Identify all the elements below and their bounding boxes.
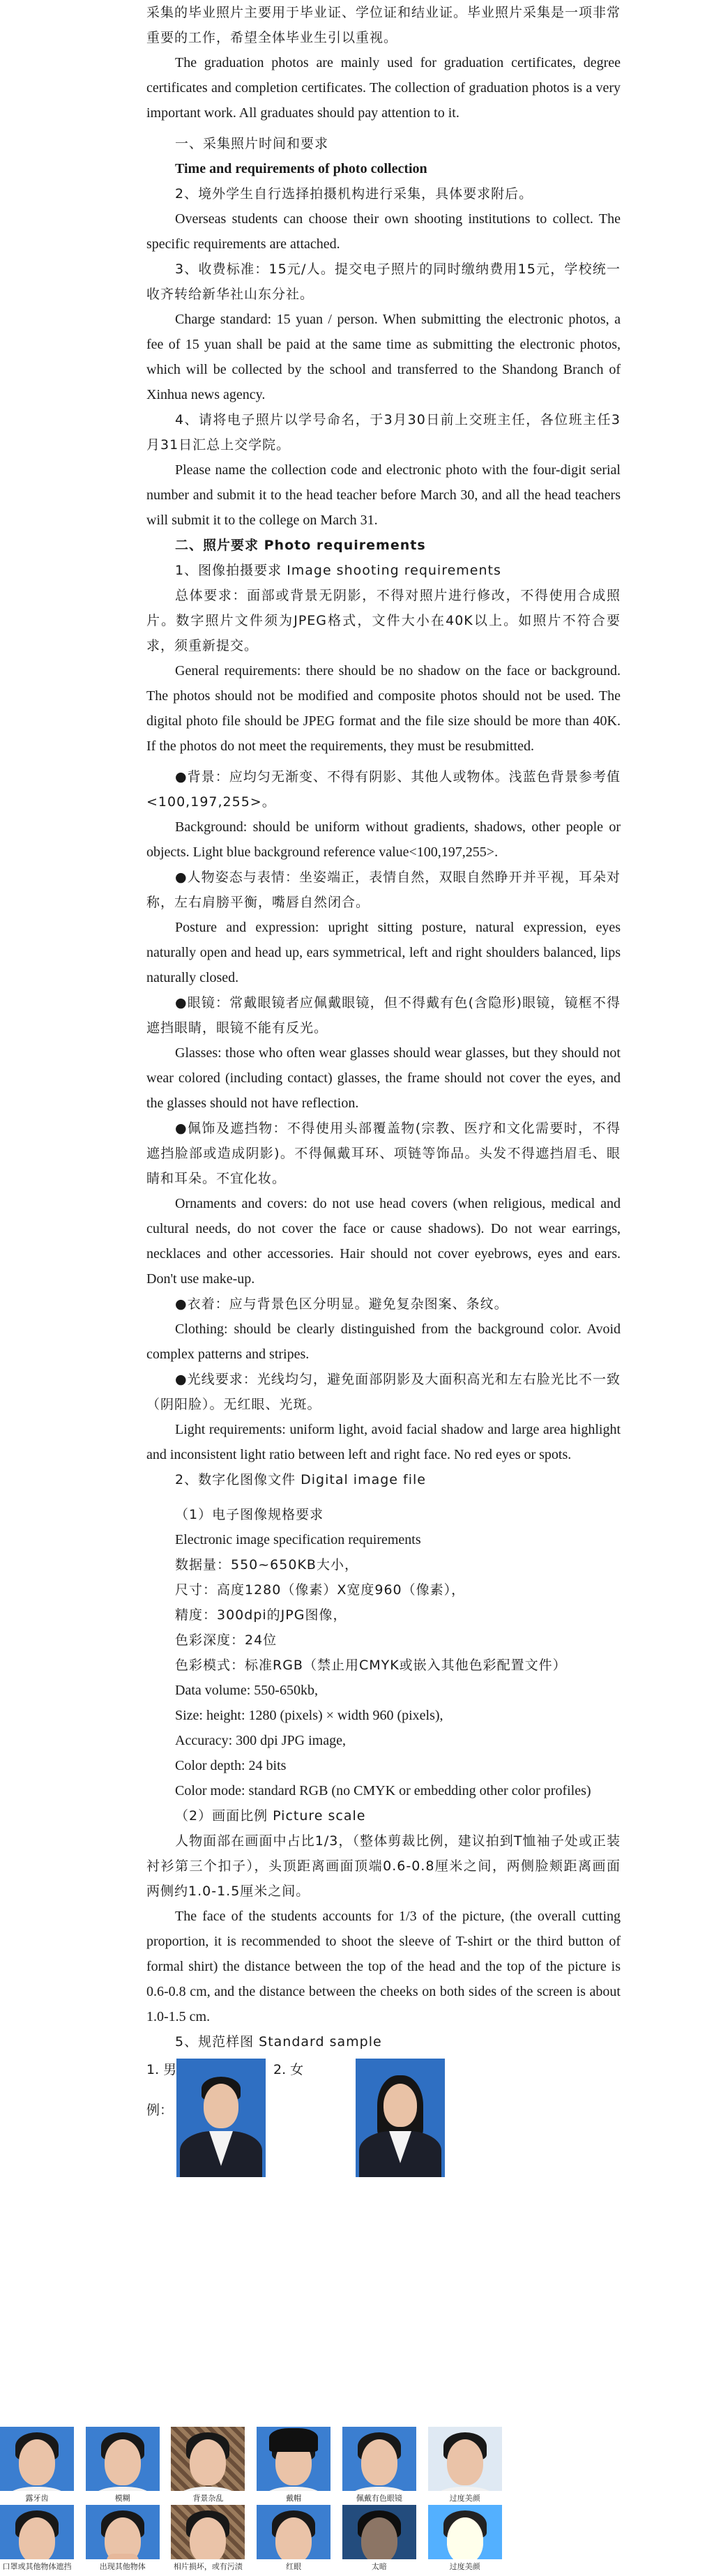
paragraph: Charge standard: 15 yuan / person. When submitting the electronic photos, a fee of 15 yuan shall be paid at the same time as submitting the electronic photos, which will be collected by the school and transferred to the Shandong Branch of Xinhua news agency.: [146, 312, 621, 402]
sample-grid-photo: [86, 2427, 160, 2491]
sample-grid-photo: [171, 2505, 245, 2559]
paragraph: Ornaments and covers: do not use head covers (when religious, medical and cultural needs, do not cover the face or cause shadows). Do not wear earrings, necklaces and other accessories. Hair should not cover eyebrows, eyes and ears. Don't use make-up.: [146, 1196, 621, 1287]
sample-grid-caption: 过度美颜: [449, 2494, 480, 2503]
paragraph: Size: height: 1280 (pixels) × width 960 (pixels),: [175, 1708, 443, 1723]
paragraph: ●光线要求：光线均匀，避免面部阴影及大面积高光和左右脸光比不一致（阴阳脸）。无红眼、光斑。: [146, 1372, 621, 1412]
paragraph: 色彩模式：标准RGB（禁止用CMYK或嵌入其他色彩配置文件）: [175, 1658, 567, 1673]
female-sample-label: 2. 女: [273, 2062, 304, 2077]
paragraph: 一、采集照片时间和要求: [175, 136, 329, 151]
paragraph: 3、收费标准：15元/人。提交电子照片的同时缴纳费用15元，学校统一收齐转给新华社山东分社。: [146, 262, 621, 302]
sample-grid-photo: [0, 2427, 74, 2491]
sample-grid-caption: 出现其他物体: [99, 2562, 146, 2571]
paragraph: Electronic image specification requirements: [175, 1532, 421, 1547]
male-sample-label-2: 例：: [146, 2103, 174, 2118]
paragraph: Glasses: those who often wear glasses should wear glasses, but they should not wear colored (including contact) glasses, the frame should not cover the eyes, and the glasses should not have reflection.: [146, 1045, 621, 1111]
paragraph: Color depth: 24 bits: [175, 1758, 287, 1773]
paragraph: 尺寸：高度1280（像素）X宽度960（像素），: [175, 1582, 466, 1598]
paragraph: 4、请将电子照片以学号命名，于3月30日前上交班主任，各位班主任3月31日汇总上交学院。: [146, 412, 621, 453]
paragraph: 色彩深度：24位: [175, 1632, 278, 1648]
sample-grid-photo: [342, 2427, 416, 2491]
paragraph: ●人物姿态与表情：坐姿端正，表情自然，双眼自然睁开并平视，耳朵对称，左右肩膀平衡，嘴唇自然闭合。: [146, 870, 621, 910]
sample-grid-photo: [257, 2427, 331, 2491]
sample-section: [146, 2057, 621, 2183]
paragraph: 二、照片要求 Photo requirements: [175, 538, 426, 553]
sample-grid-caption: 口罩或其他物体遮挡: [2, 2562, 72, 2571]
sample-grid-photo: [428, 2427, 502, 2491]
paragraph: Data volume: 550-650kb,: [175, 1683, 318, 1698]
nonstandard-sample-grid: [0, 2427, 516, 2576]
paragraph: ●背景：应均匀无渐变、不得有阴影、其他人或物体。浅蓝色背景参考值<100,197,255>。: [146, 769, 621, 810]
paragraph: 精度：300dpi的JPG图像，: [175, 1607, 347, 1623]
male-sample-photo: [176, 2059, 266, 2177]
paragraph: 2、数字化图像文件 Digital image file: [175, 1472, 426, 1487]
sample-grid-photo: [86, 2505, 160, 2559]
paragraph: 1、图像拍摄要求 Image shooting requirements: [175, 563, 501, 578]
sample-grid-photo: [0, 2505, 74, 2559]
paragraph: The graduation photos are mainly used for graduation certificates, degree certificates and completion certificates. The collection of graduation photos is a very important work. All graduates should pay attention to it.: [146, 55, 621, 121]
sample-grid-caption: 模糊: [114, 2494, 130, 2503]
paragraph: Overseas students can choose their own shooting institutions to collect. The specific requirements are attached.: [146, 211, 621, 252]
male-sample-label: 1. 男: [146, 2062, 177, 2077]
sample-grid-caption: 太暗: [371, 2562, 387, 2571]
sample-grid-caption: 佩戴有色眼镜: [356, 2494, 402, 2503]
paragraph: 数据量：550~650KB大小，: [175, 1557, 358, 1573]
paragraph: Posture and expression: upright sitting posture, natural expression, eyes naturally open and head up, ears symmetrical, left and right shoulders balanced, lips naturally closed.: [146, 920, 621, 985]
sample-grid-caption: 背景杂乱: [192, 2494, 224, 2503]
paragraph: 采集的毕业照片主要用于毕业证、学位证和结业证。毕业照片采集是一项非常重要的工作，希望全体毕业生引以重视。: [146, 5, 621, 45]
sample-grid-photo: [171, 2427, 245, 2491]
document-page: [146, 0, 621, 2054]
paragraph: ●衣着：应与背景色区分明显。避免复杂图案、条纹。: [175, 1296, 508, 1312]
paragraph: （2）画面比例 Picture scale: [175, 1808, 366, 1824]
sample-grid-photo: [342, 2505, 416, 2559]
sample-grid-photo: [257, 2505, 331, 2559]
sample-grid-caption: 露牙齿: [25, 2494, 49, 2503]
paragraph: Color mode: standard RGB (no CMYK or embedding other color profiles): [175, 1783, 591, 1798]
sample-grid-caption: 相片损坏，或有污渍: [173, 2562, 243, 2571]
paragraph: Background: should be uniform without gradients, shadows, other people or objects. Light blue background reference value<100,197,255>.: [146, 819, 621, 860]
paragraph: Accuracy: 300 dpi JPG image,: [175, 1733, 346, 1748]
paragraph: 2、境外学生自行选择拍摄机构进行采集，具体要求附后。: [175, 186, 533, 202]
paragraph: Light requirements: uniform light, avoid facial shadow and large area highlight and inconsistent light ratio between left and right face. No red eyes or spots.: [146, 1422, 621, 1462]
paragraph: 人物面部在画面中占比1/3，（整体剪裁比例，建议拍到T恤袖子处或正装衬衫第三个扣子），头顶距离画面顶端0.6-0.8厘米之间，两侧脸颊距离画面两侧约1.0-1.5厘米之间。: [146, 1833, 621, 1899]
paragraph: Clothing: should be clearly distinguished from the background color. Avoid complex patterns and stripes.: [146, 1321, 621, 1362]
female-sample-photo: [356, 2059, 445, 2177]
paragraph: The face of the students accounts for 1/3 of the picture, (the overall cutting proportion, it is recommended to shoot the sleeve of T-shirt or the third button of formal shirt) the distance between the top of the head and the top of the picture is 0.6-0.8 cm, and the distance between the cheeks on both sides of the screen is about 1.0-1.5 cm.: [146, 1909, 621, 2024]
paragraph: （1）电子图像规格要求: [175, 1507, 324, 1522]
paragraph: Please name the collection code and electronic photo with the four-digit serial number and submit it to the head teacher before March 30, and all the head teachers will submit it to the college on March 31.: [146, 462, 621, 528]
sample-grid-caption: 红眼: [286, 2562, 302, 2571]
paragraph: Time and requirements of photo collection: [175, 161, 427, 176]
sample-grid-photo: [428, 2505, 502, 2559]
paragraph: ●佩饰及遮挡物：不得使用头部覆盖物(宗教、医疗和文化需要时，不得遮挡脸部或造成阴影)。不得佩戴耳环、项链等饰品。头发不得遮挡眉毛、眼睛和耳朵。不宜化妆。: [146, 1121, 621, 1186]
paragraph: General requirements: there should be no shadow on the face or background. The photos should not be modified and composite photos should not be used. The digital photo file should be JPEG format and the file size should be more than 40K. If the photos do not meet the requirements, they must be resubmitted.: [146, 663, 621, 754]
paragraph: 5、规范样图 Standard sample: [175, 2034, 382, 2050]
sample-grid-caption: 过度美颜: [449, 2562, 480, 2571]
paragraph: 总体要求：面部或背景无阴影，不得对照片进行修改，不得使用合成照片。数字照片文件须为JPEG格式，文件大小在40K以上。如照片不符合要求，须重新提交。: [146, 588, 621, 653]
paragraph: ●眼镜：常戴眼镜者应佩戴眼镜，但不得戴有色(含隐形)眼镜，镜框不得遮挡眼睛，眼镜不能有反光。: [146, 995, 621, 1036]
sample-grid-caption: 戴帽: [286, 2494, 302, 2503]
